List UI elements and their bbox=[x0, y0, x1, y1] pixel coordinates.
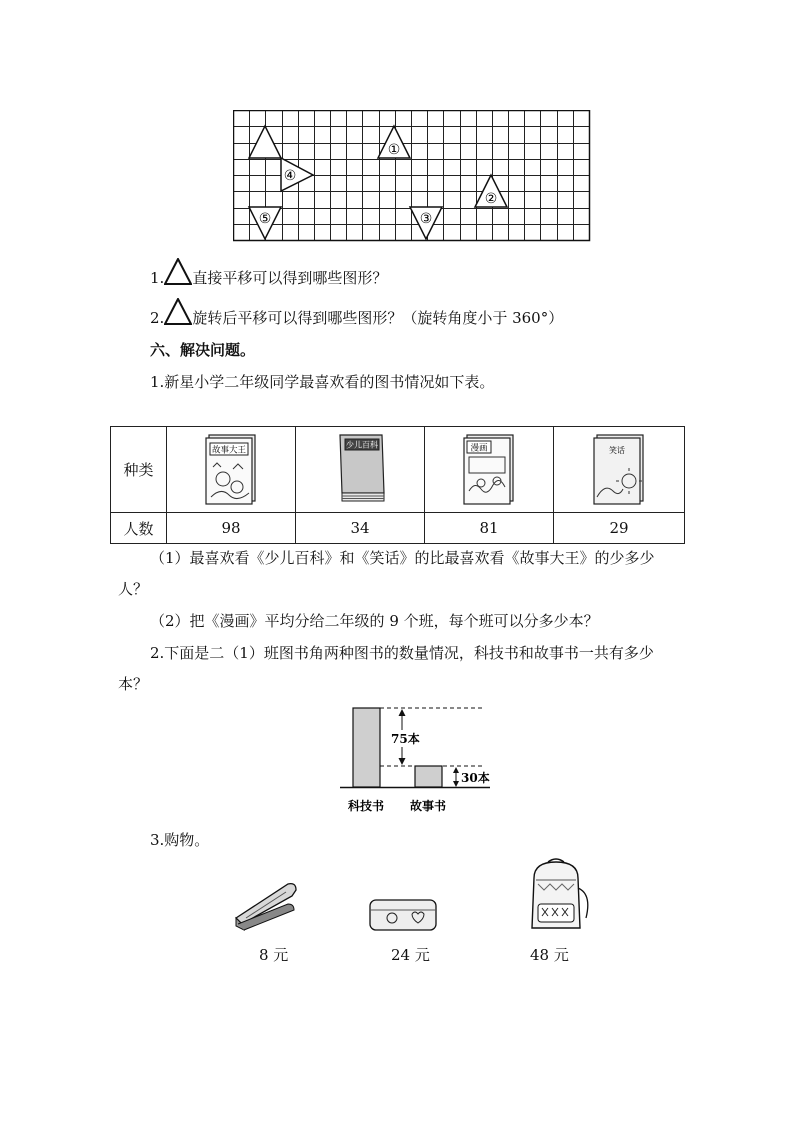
cover-title-comic: 漫画 bbox=[470, 443, 488, 453]
count-cell-2: 34 bbox=[296, 513, 425, 544]
count-cell-3: 81 bbox=[425, 513, 554, 544]
book-cell-4 bbox=[554, 427, 685, 513]
row-header-count: 人数 bbox=[111, 513, 167, 544]
question-2-text: 旋转后平移可以得到哪些图形？（旋转角度小于 360°） bbox=[192, 309, 564, 327]
category-story: 故事书 bbox=[409, 799, 447, 813]
question-2-number: 2. bbox=[150, 309, 165, 327]
grid-figure bbox=[233, 110, 593, 243]
stapler-icon bbox=[232, 878, 300, 932]
triangle-reference bbox=[249, 126, 281, 158]
label-3: ③ bbox=[419, 211, 433, 227]
problem-3-intro: 3.购物。 bbox=[150, 831, 210, 849]
pencil-case-icon bbox=[368, 896, 440, 934]
price-backpack: 48 元 bbox=[530, 946, 569, 964]
question-2 bbox=[150, 298, 563, 328]
cover-title-jokes: 笑话 bbox=[609, 445, 625, 455]
book-table bbox=[110, 426, 685, 544]
row-header-type: 种类 bbox=[111, 427, 167, 513]
label-1: ① bbox=[387, 142, 401, 158]
diff-label: 75本 bbox=[391, 732, 420, 746]
problem-2-intro: 2.下面是二（1）班图书角两种图书的数量情况，科技书和故事书一共有多少本？ bbox=[118, 644, 654, 693]
count-cell-1: 98 bbox=[167, 513, 296, 544]
count-cell-4: 29 bbox=[554, 513, 685, 544]
problem-1-question-1: （1）最喜欢看《少儿百科》和《笑话》的比最喜欢看《故事大王》的少多少人？ bbox=[118, 549, 655, 598]
bar-story-books bbox=[415, 766, 442, 787]
triangle-icon bbox=[164, 258, 192, 286]
cover-title-story: 故事大王 bbox=[211, 445, 247, 455]
section-heading: 六、解决问题。 bbox=[150, 341, 256, 359]
triangle-icon bbox=[164, 298, 192, 326]
price-stapler: 8 元 bbox=[259, 946, 289, 964]
question-1 bbox=[150, 258, 387, 288]
book-cover-jokes-icon bbox=[591, 431, 647, 505]
book-cover-story-icon bbox=[203, 431, 259, 505]
book-cell-2 bbox=[296, 427, 425, 513]
question-1-text: 直接平移可以得到哪些图形？ bbox=[192, 269, 388, 287]
problem-1-question-2: （2）把《漫画》平均分给二年级的 9 个班，每个班可以分多少本？ bbox=[150, 612, 599, 630]
bar-comparison-figure bbox=[340, 702, 500, 820]
cover-title-encyclopedia: 少儿百科 bbox=[346, 440, 378, 449]
book-cell-3 bbox=[425, 427, 554, 513]
small-label: 30本 bbox=[461, 771, 490, 785]
price-pencil-case: 24 元 bbox=[391, 946, 430, 964]
category-tech: 科技书 bbox=[347, 799, 385, 813]
problem-1-intro: 1.新星小学二年级同学最喜欢看的图书情况如下表。 bbox=[150, 373, 495, 391]
backpack-icon bbox=[520, 858, 596, 936]
question-1-number: 1. bbox=[150, 269, 165, 287]
book-cover-comic-icon bbox=[461, 431, 517, 505]
label-5: ⑤ bbox=[258, 211, 272, 227]
book-cover-encyclopedia-icon bbox=[330, 431, 390, 505]
label-4: ④ bbox=[283, 168, 297, 184]
label-2: ② bbox=[484, 191, 498, 207]
bar-tech-books bbox=[353, 708, 380, 787]
book-cell-1 bbox=[167, 427, 296, 513]
